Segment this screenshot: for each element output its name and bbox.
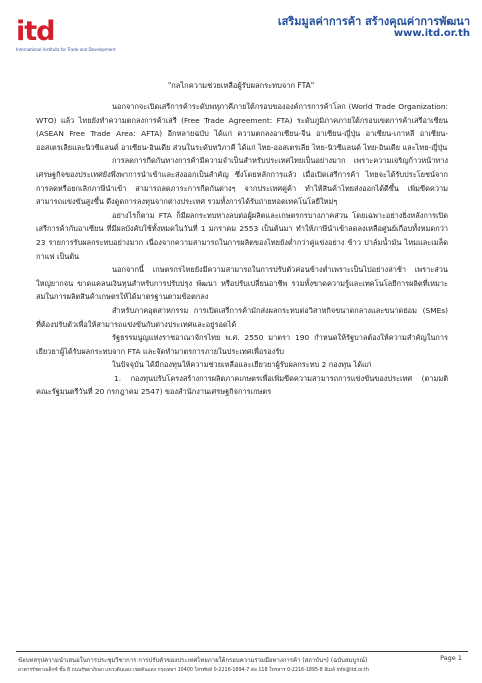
paragraph: สำหรับภาคอุตสาหกรรม การเปิดเสรีการค้ามักส่งผลกระทบต่อวิสาหกิจขนาดกลางและขนาดย่อม (SMEs) ที่ต้องปรับตัวเพื่อให้สามารถแข่งขันกับต่างประเทศและอยู่รอดได้ <box>36 305 448 329</box>
list-item: 1. กองทุนปรับโครงสร้างการผลิตภาคเกษตรเพื่อเพิ่มขีดความสามารถการแข่งขันของประเทศ (ตามมติคณะรัฐมนตรีวันที่ 20 กรกฎาคม 2547) ของสำนักงานเศรษฐกิจการเกษตร <box>36 373 448 397</box>
paragraph: นอกจากจะเปิดเสรีการค้าระดับพหุภาคีภายใต้กรอบขององค์การการค้าโลก (World Trade Organization: WTO) แล้ว ไทยยังทำความตกลงการค้าเสรี (Free Trade Agreement: FTA) ระดับภูมิภาคภายใต้กรอบเขตการค้าเสรีอาเซียน (ASEAN Free Trade Area: AFTA) อีกหลายฉบับ ได้แก่ ความตกลงอาเซียน-จีน อาเซียน-ญี่ปุ่น อาเซียน-เกาหลี อาเซียน-ออสเตรเลียและนิวซีแลนด์ อาเซียน-อินเดีย ส่วนในระดับทวิภาคี ได้แก่ ไทย-ออสเตรเลีย ไทย-นิวซีแลนด์ ไทย-อินเดีย และไทย-ญี่ปุ่น <box>36 102 448 152</box>
paragraph: อย่างไรก็ตาม FTA ก็มีผลกระทบทางลบต่อผู้ผลิตและเกษตรกรบางภาคส่วน โดยเฉพาะอย่างยิ่งหลังการเปิดเสรีการค้ากับอาเซียน ที่มีผลบังคับใช้ทั้งหมดในวันที่ 1 มกราคม 2553 เป็นต้นมา ทำให้ภาษีนำเข้าลดลงเหลือศูนย์เกือบทั้งหมดกว่า 23 รายการรับผลกระทบอย่างมาก เนื่องจากความสามารถในการผลิตของไทยยังต่ำกว่าคู่แข่งอย่าง ข้าว ปาล์มน้ำมัน ไหมและเมล็ดกาแฟ เป็นต้น <box>36 210 448 261</box>
footer-address: อาคารรัชดาเพล็กซ์ ชั้น 8 ถนนรัชดาภิเษก แขวงดินแดง เขตดินแดง กรุงเทพฯ 10400 โทรศัพท์ 0-2216-1894-7 ต่อ 118 โทรสาร 0-2216-1895-8 อีเมล์ info@itd.or.th <box>18 668 369 673</box>
document-body <box>36 100 448 399</box>
paragraph: รัฐธรรมนูญแห่งราชอาณาจักรไทย พ.ศ. 2550 มาตรา 190 กำหนดให้รัฐบาลต้องให้ความสำคัญในการเยียวยาผู้ได้รับผลกระทบจาก FTA และจัดทำมาตรการภายในประเทศเพื่อรองรับ <box>36 333 448 356</box>
document-title: "กลไกความช่วยเหลือผู้รับผลกระทบจาก FTA" <box>167 81 315 90</box>
itd-logo <box>16 16 116 60</box>
paragraph: การลดการกีดกันทางการค้ามีความจำเป็นสำหรับประเทศไทยเป็นอย่างมาก เพราะความเจริญก้าวหน้าทางเศรษฐกิจของประเทศยังพึ่งพาการนำเข้าและส่งออกเป็นสำคัญ ซึ่งโดยหลักการแล้ว เมื่อเปิดเสรีการค้า ไทยจะได้รับประโยชน์จากการลดหรือยกเลิกภาษีนำเข้า สามารถลดภาระการกีดกันต่างๆ จากประเทศคู่ค้า ทำให้สินค้าไทยส่งออกได้ดีขึ้น เพิ่มขีดความสามารถแข่งขันสูงขึ้น ดึงดูดการลงทุนจากต่างประเทศ รวมทั้งการได้รับถ่ายทอดเทคโนโลยีใหม่ๆ <box>36 156 448 207</box>
paragraph: ในปัจจุบัน ได้มีกองทุนให้ความช่วยเหลือและเยียวยาผู้รับผลกระทบ 2 กองทุน ได้แก่ <box>112 360 372 370</box>
header-url[interactable]: www.itd.or.th <box>393 28 470 39</box>
logo-subtitle: International Institute for Trade and Development <box>16 47 116 52</box>
footer-note: ข้อบทสรุปความนำเสนอในการประชุมวิชาการ การปรับตัวของประเทศไทยภายใต้กรอบความร่วมมือทางการค้า (สถาบันฯ) (ฉบับสมบูรณ์) <box>18 657 368 664</box>
header-title: เสริมมูลค่าการค้า สร้างคุณค่าการพัฒนา <box>277 15 470 28</box>
paragraph: นอกจากนี้ เกษตรกรไทยยังมีความสามารถในการปรับตัวค่อนข้างต่ำเพราะเป็นไปอย่างล่าช้า เพราะส่วนใหญ่ยากจน ขาดแคลนเงินทุนสำหรับการปรับปรุง พัฒนา หรือปรับเปลี่ยนอาชีพ รวมทั้งขาดความรู้และเทคโนโลยีการผลิตที่เหมาะสมในการผลิตสินค้าเกษตรให้ได้มาตรฐานตามข้อตกลง <box>36 265 448 302</box>
logo-mark: itd <box>16 16 55 47</box>
footer-divider <box>16 651 468 652</box>
page-number: Page 1 <box>440 654 462 662</box>
